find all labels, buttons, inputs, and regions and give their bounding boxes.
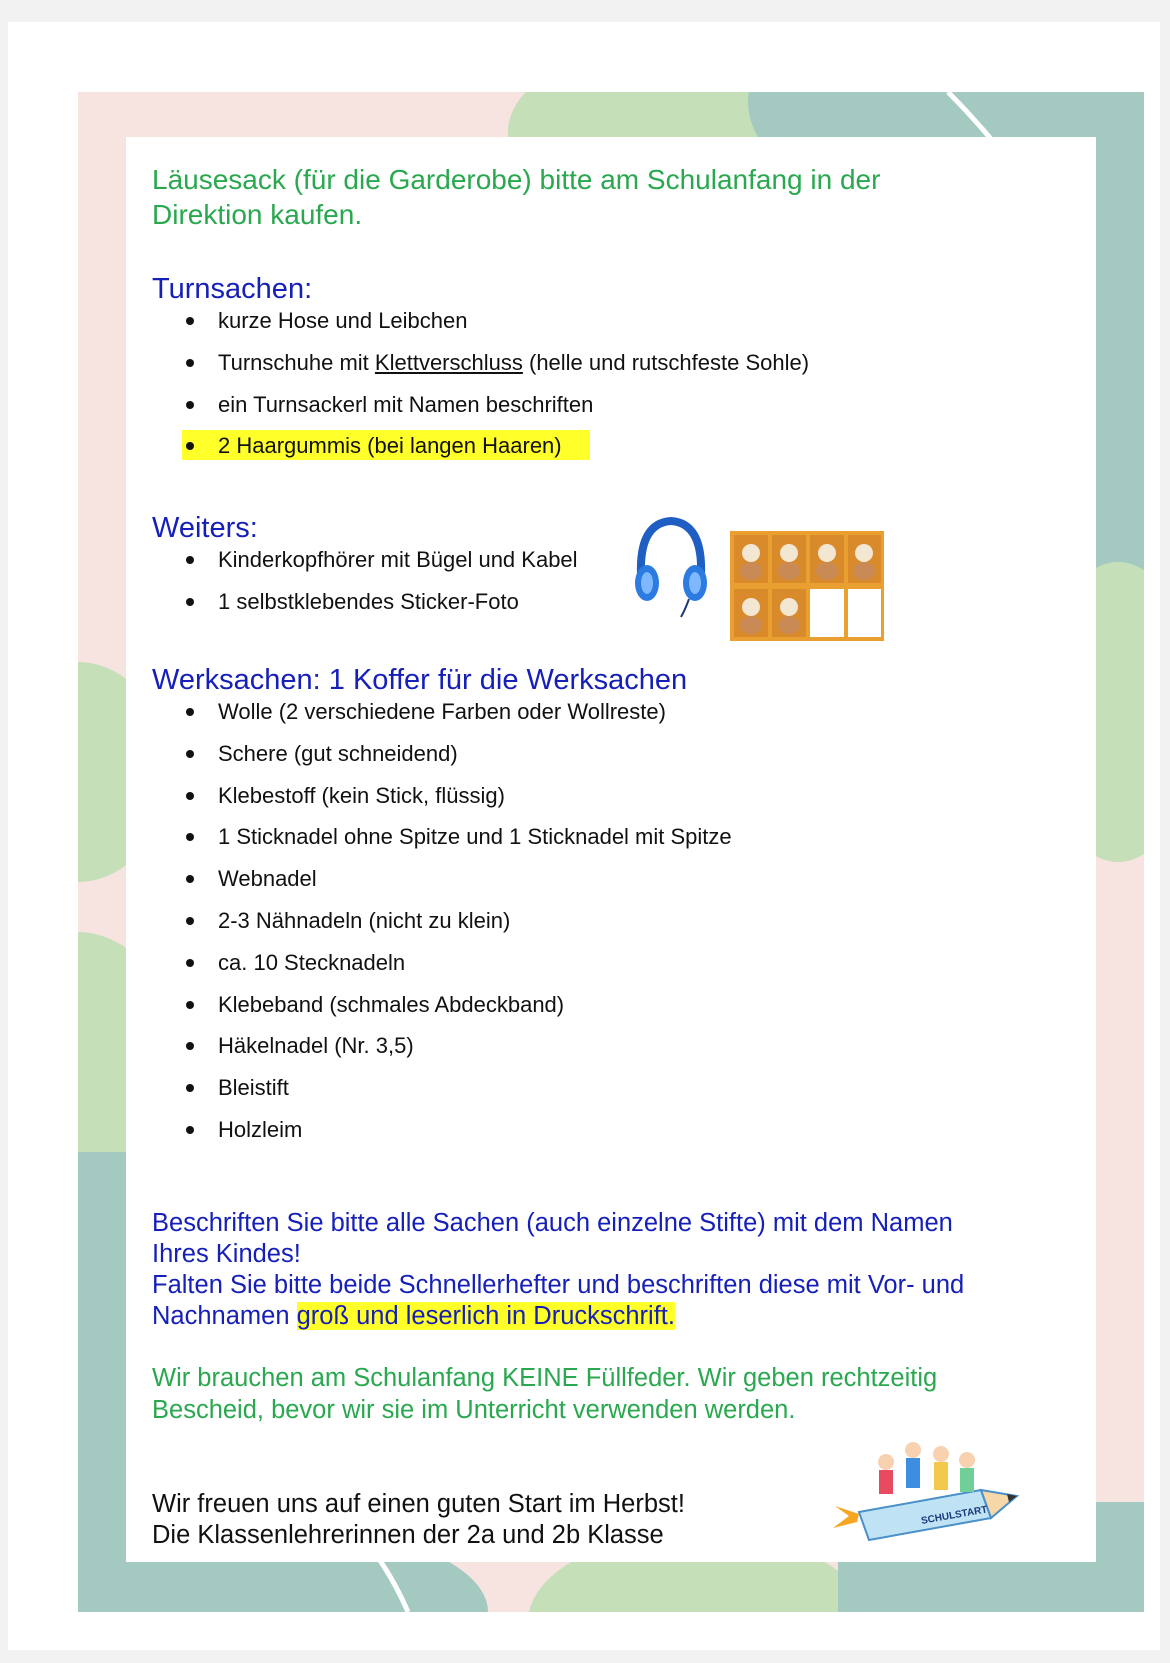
- svg-text:SCHULSTART: SCHULSTART: [920, 1504, 989, 1527]
- list-item: 1 selbstklebendes Sticker-Foto: [152, 588, 578, 630]
- sticker-photo-sheet-image: [730, 531, 884, 641]
- werksachen-list: [152, 698, 732, 1158]
- list-item: Häkelnadel (Nr. 3,5): [152, 1032, 732, 1074]
- list-item: kurze Hose und Leibchen: [152, 307, 809, 349]
- labeling-line-1: Beschriften Sie bitte alle Sachen (auch einzelne Stifte) mit dem Namen: [152, 1209, 953, 1237]
- list-item-highlighted: 2 Haargummis (bei langen Haaren): [152, 432, 809, 474]
- list-item: Turnschuhe mit Klettverschluss (helle und rutschfeste Sohle): [152, 349, 809, 391]
- document-page: [8, 22, 1160, 1650]
- weiters-list: [152, 546, 578, 630]
- list-item: ein Turnsackerl mit Namen beschriften: [152, 391, 809, 433]
- content-area: [126, 137, 1096, 1562]
- list-item: Webnadel: [152, 865, 732, 907]
- labeling-line-3: Falten Sie bitte beide Schnellerhefter und beschriften diese mit Vor- und: [152, 1271, 965, 1299]
- notice-line-1: Läusesack (für die Garderobe) bitte am Schulanfang in der: [152, 164, 881, 195]
- headphones-icon: [631, 515, 711, 620]
- list-item: Kinderkopfhörer mit Bügel und Kabel: [152, 546, 578, 588]
- list-item: Holzleim: [152, 1116, 732, 1158]
- closing-line-2: Die Klassenlehrerinnen der 2a und 2b Klasse: [152, 1521, 664, 1549]
- section-heading-turnsachen: Turnsachen:: [152, 273, 313, 305]
- labeling-line-2: Ihres Kindes!: [152, 1240, 301, 1268]
- pen-note-line-2: Bescheid, bevor wir sie im Unterricht verwenden werden.: [152, 1396, 796, 1424]
- turnsachen-list: [152, 307, 809, 474]
- underlined-text: Klettverschluss: [374, 349, 523, 375]
- list-item: Bleistift: [152, 1074, 732, 1116]
- section-heading-werksachen: Werksachen: 1 Koffer für die Werksachen: [152, 664, 688, 696]
- list-item: Klebeband (schmales Abdeckband): [152, 991, 732, 1033]
- labeling-line-4: Nachnamen groß und leserlich in Druckschrift.: [152, 1302, 675, 1330]
- closing-line-1: Wir freuen uns auf einen guten Start im Herbst!: [152, 1490, 685, 1518]
- list-item: 1 Sticknadel ohne Spitze und 1 Sticknadel mit Spitze: [152, 823, 732, 865]
- schulstart-logo: [831, 1432, 1031, 1542]
- notice-line-2: Direktion kaufen.: [152, 199, 363, 230]
- list-item: 2-3 Nähnadeln (nicht zu klein): [152, 907, 732, 949]
- section-heading-weiters: Weiters:: [152, 512, 258, 544]
- highlighted-text: groß und leserlich in Druckschrift.: [296, 1302, 675, 1330]
- list-item: Klebestoff (kein Stick, flüssig): [152, 782, 732, 824]
- pen-note-line-1: Wir brauchen am Schulanfang KEINE Füllfeder. Wir geben rechtzeitig: [152, 1364, 938, 1392]
- list-item: Schere (gut schneidend): [152, 740, 732, 782]
- list-item: Wolle (2 verschiedene Farben oder Wollreste): [152, 698, 732, 740]
- list-item: ca. 10 Stecknadeln: [152, 949, 732, 991]
